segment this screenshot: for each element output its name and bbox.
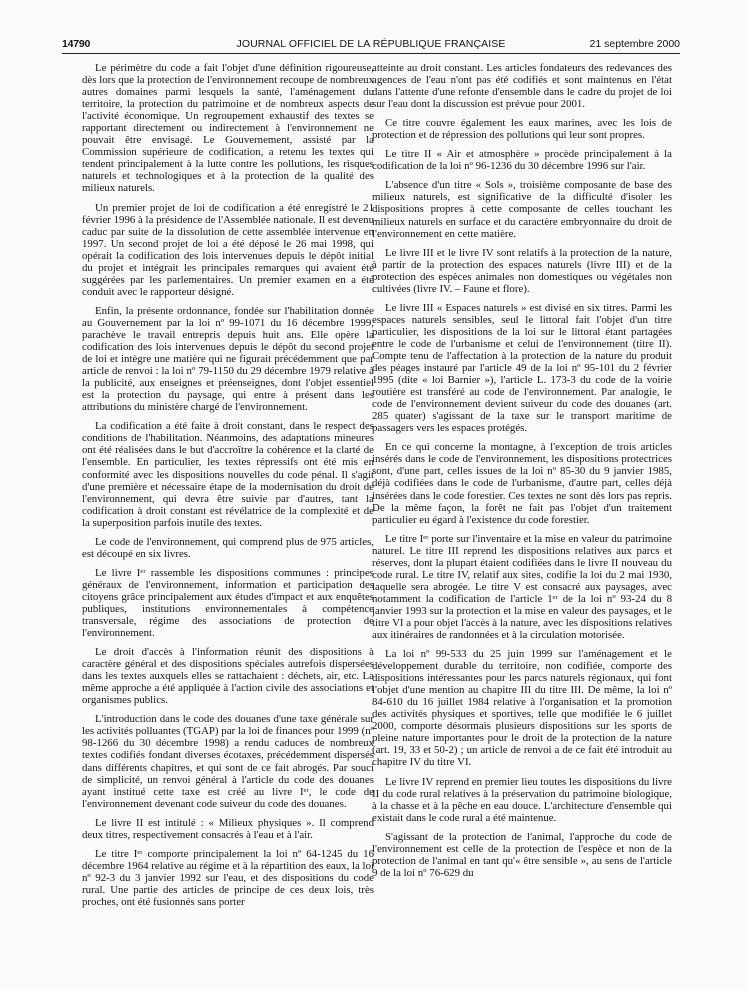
paragraph: La codification a été faite à droit constant, dans le respect des conditions de l'habilitation. Néanmoins, des adaptations mineures ont été réalisées dans le but d'accroître la cohérence et la clarté de l'ensemble. En particulier, les textes répressifs ont été mis en conformité avec les dispositions nouvelles du code pénal. Il s'agit d'une première et nécessaire étape de la modernisation du droit de l'environnement, qui devra être suivie par d'autres, tant la codification à droit constant est révélatrice de la complexité et de la superposition parfois inutile des textes.	[82, 420, 374, 529]
paragraph: Enfin, la présente ordonnance, fondée sur l'habilitation donnée au Gouvernement par la loi nº 99-1071 du 16 décembre 1999, parachève le travail entrepris depuis huit ans. Elle opère la codification des lois intervenues depuis le dépôt du second projet de loi et intègre une matière qui ne figurait précédemment que par article de renvoi : la loi nº 79-1150 du 29 décembre 1979 relative à la publicité, aux enseignes et préenseignes, dont l'objet essentiel est la protection du paysage, qui entre à présent dans les attributions du ministère chargé de l'environnement.	[82, 304, 374, 414]
publication-date: 21 septembre 2000	[589, 38, 680, 50]
paragraph: Ce titre couvre également les eaux marines, avec les lois de protection et de répression des pollutions qui leur sont propres.	[372, 117, 672, 142]
paragraph: Le périmètre du code a fait l'objet d'une définition rigoureuse, dès lors que la protection de l'environnement recoupe de nombreux autres domaines parmi lesquels la santé, l'aménagement du territoire, la protection du patrimoine et de nombreux aspects de l'activité économique. Un regroupement exhaustif des textes se rapportant directement ou indirectement à l'environnement ne pouvait être envisagé. Le Gouvernement, assisté par la Commission supérieure de codification, a retenu les textes qui tendent principalement à la lutte contre les pollutions, les risques naturels et technologiques et à la protection de la qualité des milieux naturels.	[82, 62, 374, 195]
paragraph: Le titre Iᵉʳ comporte principalement la loi nº 64-1245 du 16 décembre 1964 relative au régime et à la répartition des eaux, la loi nº 92-3 du 3 janvier 1992 sur l'eau, et des dispositions du code rural. Une partie des articles de principe de ces deux lois, très proches, ont été fusionnés sans porter	[82, 847, 374, 908]
page-header	[62, 36, 680, 52]
paragraph: S'agissant de la protection de l'animal, l'approche du code de l'environnement est celle de la protection de l'espèce et non de la protection de l'animal en tant qu'« être sensible », au sens de l'article 9 de la loi nº 76-629 du	[372, 830, 672, 879]
paragraph: Le droit d'accès à l'information réunit des dispositions à caractère général et des dispositions spéciales autrefois dispersées dans les textes auxquels elles se rattachaient : déchets, air, etc. La même approche a été appliquée à l'action civile des associations et organismes publics.	[82, 646, 374, 707]
right-column	[372, 62, 672, 886]
paragraph: Le titre Iᵉʳ porte sur l'inventaire et la mise en valeur du patrimoine naturel. Le titre III reprend les dispositions relatives aux parcs et réserves, dont la plupart étaient codifiées dans le livre II nouveau du code rural. Le titre IV, relatif aux sites, codifie la loi du 2 mai 1930, laquelle sera abrogée. Le titre V est consacré aux paysages, avec notamment la codification de l'article 1ᵉʳ de la loi nº 93-24 du 8 janvier 1993 sur la protection et la mise en valeur des paysages, et le titre VI a pour objet l'accès à la nature, avec les dispositions relatives aux itinéraires de randonnées et à la circulation motorisée.	[372, 532, 672, 642]
header-rule	[62, 53, 680, 54]
paragraph: Le livre III « Espaces naturels » est divisé en six titres. Parmi les espaces naturels sensibles, seul le littoral fait l'objet d'un titre particulier, les dispositions de la loi sur le littoral étant partagées entre le code de l'urbanisme et celui de l'environnement (titre II). Compte tenu de l'affectation à la protection de la nature du produit des péages instauré par l'article 49 de la loi nº 95-101 du 2 février 1995 (dite « loi Barnier »), l'article L. 173-3 du code de la voirie routière est transféré au code de l'environnement. Par analogie, le code de l'environnement devient suiveur du code des douanes (art. 285 quater) s'agissant de la taxe sur le transport maritime de passagers vers les espaces protégés.	[372, 301, 672, 435]
journal-title: JOURNAL OFFICIEL DE LA RÉPUBLIQUE FRANÇAISE	[236, 38, 506, 50]
paragraph: Le code de l'environnement, qui comprend plus de 975 articles, est découpé en six livres.	[82, 535, 374, 560]
paragraph-continuation: atteinte au droit constant. Les articles fondateurs des redevances des agences de l'eau n'ont pas été codifiés et sont maintenus en l'état dans l'attente d'une refonte d'ensemble dans le cadre du projet de loi sur l'eau dont la discussion est prévue pour 2001.	[372, 62, 672, 111]
paragraph: Le livre Iᵉʳ rassemble les dispositions communes : principes généraux de l'environnement, information et participation des citoyens grâce principalement aux études d'impact et aux enquêtes publiques, institutions environnementales à compétence transversale, régime des associations de protection de l'environnement.	[82, 566, 374, 640]
paragraph: L'absence d'un titre « Sols », troisième composante de base des milieux naturels, est significative de la difficulté d'isoler les dispositions propres à cette composante de celles touchant les milieux naturels en surface et du caractère embryonnaire du droit de l'environnement en cette matière.	[372, 179, 672, 240]
left-column	[82, 62, 374, 915]
paragraph: Le livre III et le livre IV sont relatifs à la protection de la nature, à partir de la protection des espaces naturels (livre III) et de la protection des espèces animales non domestiques ou végétales non cultivées (livre IV. – Faune et flore).	[372, 246, 672, 295]
paragraph: La loi nº 99-533 du 25 juin 1999 sur l'aménagement et le développement durable du territoire, non codifiée, comporte des dispositions intéressantes pour les parcs naturels régionaux, qui font l'objet d'une mention au chapitre III du titre III. De même, la loi nº 84-610 du 16 juillet 1984 relative à l'organisation et la promotion des activités physiques et sportives, telle que modifiée le 6 juillet 2000, comporte désormais plusieurs dispositions sur les sports de pleine nature importantes pour le droit de la protection de la nature (art. 19, 33 et 50-2) ; un article de renvoi a de ce fait été introduit au chapitre IV du titre VI.	[372, 648, 672, 769]
paragraph: Le livre II est intitulé : « Milieux physiques ». Il comprend deux titres, respectivement consacrés à l'eau et à l'air.	[82, 816, 374, 841]
paragraph: Un premier projet de loi de codification a été enregistré le 21 février 1996 à la présidence de l'Assemblée nationale. Il est devenu caduc par suite de la dissolution de cette assemblée intervenue en 1997. Un second projet de loi a été déposé le 26 mai 1998, qui opérait la codification des lois intervenues depuis le dépôt initial du projet et intégrait les principales remarques qui avaient été suggérées par les parlementaires. Un premier examen en a été conduit avec le rapporteur désigné.	[82, 201, 374, 298]
page-number: 14790	[62, 38, 91, 50]
paragraph: Le titre II « Air et atmosphère » procède principalement à la codification de la loi nº 96-1236 du 30 décembre 1996 sur l'air.	[372, 148, 672, 173]
paragraph: Le livre IV reprend en premier lieu toutes les dispositions du livre II du code rural relatives à la préservation du patrimoine biologique, à la chasse et à la pêche en eau douce. L'architecture d'ensemble qui existait dans le code rural a été maintenue.	[372, 775, 672, 824]
paragraph: En ce qui concerne la montagne, à l'exception de trois articles insérés dans le code de l'environnement, les dispositions protectrices sont, d'une part, celles issues de la loi nº 85-30 du 9 janvier 1985, déjà codifiées dans le code de l'urbanisme, d'autre part, celles déjà insérées dans le code forestier. Ces textes ne sont dès lors pas repris. De la même façon, la forêt ne fait pas l'objet d'un traitement particulier eu égard à l'existence du code forestier.	[372, 441, 672, 526]
paragraph: L'introduction dans le code des douanes d'une taxe générale sur les activités polluantes (TGAP) par la loi de finances pour 1999 (nº 98-1266 du 30 décembre 1998) a rendu caduces de nombreux textes codifiés fondant diverses écotaxes, précédemment dispersés dans différents chapitres, et qui sont de ce fait abrogés. Par souci de simplicité, un renvoi général à l'article du code des douanes ayant institué cette taxe est créé au livre Iᵉʳ, le code de l'environnement devenant code suiveur du code des douanes.	[82, 713, 374, 810]
